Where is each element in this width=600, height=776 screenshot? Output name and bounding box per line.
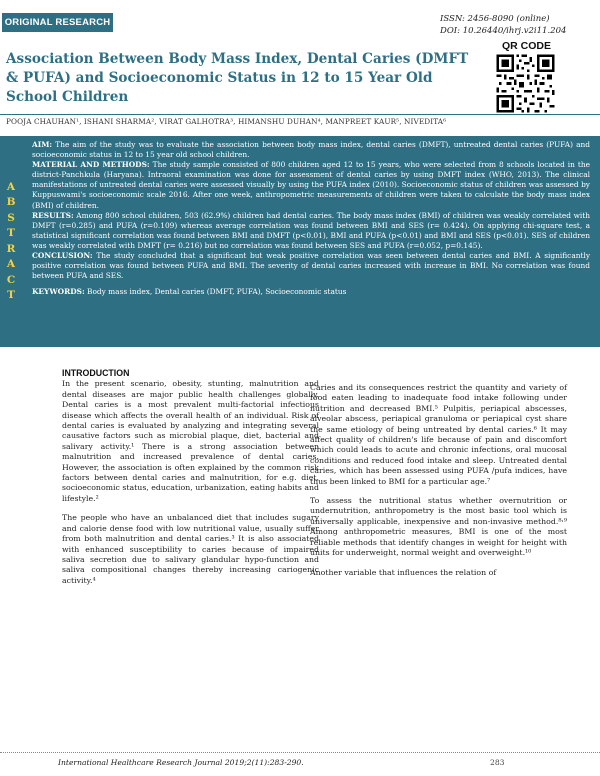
abstract-aim bbox=[32, 140, 590, 160]
page-number: 283 bbox=[490, 758, 505, 767]
body-column-left bbox=[62, 368, 319, 595]
keywords-label: KEYWORDS: bbox=[32, 287, 85, 297]
author-list: POOJA CHAUHAN¹, ISHANI SHARMA², VIRAT GALHOTRA³, HIMANSHU DUHAN⁴, MANPREET KAUR⁵, NIVEDITA⁶ bbox=[6, 117, 447, 126]
abstract-letter: S bbox=[7, 211, 15, 224]
conclusion-label: CONCLUSION: bbox=[32, 251, 93, 261]
abstract-conclusion bbox=[32, 251, 590, 281]
doi-link[interactable]: DOI: 10.26440/ihrj.v2i11.204 bbox=[440, 26, 567, 36]
abstract-keywords bbox=[32, 287, 590, 297]
abstract-text bbox=[22, 136, 592, 297]
abstract-letter: C bbox=[6, 273, 16, 286]
abstract-letter: T bbox=[7, 289, 15, 301]
methods-label: MATERIAL AND METHODS: bbox=[32, 160, 150, 170]
qr-code-label: QR CODE bbox=[502, 40, 552, 52]
article-title: Association Between Body Mass Index, Dental Caries (DMFT & PUFA) and Socioeconomic Status in 12 to 15 Year Old School Children bbox=[6, 51, 469, 105]
body-paragraph: Caries and its consequences restrict the quantity and variety of food eaten leading to inadequate food intake following under nutrition and decreased BMI.⁵ Pulpitis, periapical abscesses, alveolar abscess, periapical granuloma or periapical cyst share the same etiology of being untreated by dental caries.⁶ It may affect quality of children's life because of pain and discomfort which could leads to acute and chronic infections, oral mucosal conditions and reduced food intake and sleep. Untreated dental caries, which has been assessed using PUFA /pufa indices, have thus been linked to BMI for a particular age.⁷ bbox=[310, 383, 567, 486]
introduction-heading: INTRODUCTION bbox=[62, 368, 130, 378]
qr-code-icon[interactable] bbox=[494, 52, 557, 115]
abstract-letter: A bbox=[6, 180, 16, 193]
conclusion-text: The study concluded that a significant but weak positive correlation was seen between dental caries and BMI. A significantly positive correlation was found between PUFA and BMI. The severity of dental caries increased with increase in BMI. No correlation was found between PUFA and SES. bbox=[32, 251, 590, 281]
issn-text: ISSN: 2456-8090 (online) bbox=[440, 14, 550, 24]
abstract-letter: R bbox=[6, 242, 16, 255]
results-label: RESULTS: bbox=[32, 210, 74, 220]
issn-block bbox=[440, 13, 566, 37]
methods-text: The study sample consisted of 800 children aged 12 to 15 years, who were selected from 8 schools located in the district-Panchkula (Haryana). Intraoral examination was done for assessment of dental caries by using DMFT index (WHO, 2013). The clinical manifestations of untreated dental caries were assessed visually by using the PUFA index (2010). Socioeconomic status of children was assessed by Kuppuswami's socioeconomic scale 2016. After one week, anthropometric measurements of children were taken to calculate the body mass index (BMI) of children. bbox=[32, 160, 590, 210]
abstract-letter: B bbox=[6, 196, 16, 208]
abstract-letter: A bbox=[6, 258, 16, 270]
abstract-results bbox=[32, 211, 590, 251]
results-text: Among 800 school children, 503 (62.9%) children had dental caries. The body mass index (BMI) of children was weakly correlated with DMFT (r=0.285) and PUFA (r=0.109) whereas average correlation was found between BMI and SES (r= 0.424). On applying chi-square test, a statistical significant correlation was found between BMI and DMFT (p<0.01), BMI and PUFA (p<0.01) and BMI and SES (p<0.01). SES of children was weakly correlated with DMFT (r= 0.216) but no correlation was found between SES and PUFA (r=0.052, p=0.145). bbox=[32, 210, 590, 250]
abstract-letter: T bbox=[7, 227, 15, 239]
header-divider bbox=[0, 114, 600, 115]
aim-label: AIM: bbox=[32, 140, 53, 149]
aim-text: The aim of the study was to evaluate the association between body mass index, dental caries (DMFT), untreated dental caries (PUFA) and socioeconomic status in 12 to 15 year old school children. bbox=[32, 140, 590, 160]
body-paragraph: Another variable that influences the relation of bbox=[310, 567, 497, 577]
abstract-methods bbox=[32, 160, 590, 210]
keywords-text: Body mass index, Dental caries (DMFT, PUFA), Socioeconomic status bbox=[84, 287, 347, 297]
article-type-badge: ORIGINAL RESEARCH bbox=[2, 13, 113, 32]
body-paragraph: The people who have an unbalanced diet that includes sugary and calorie dense food with low nutritional value, usually suffer from both malnutrition and dental caries.³ It is also associated with enhanced susceptibility to caries because of impaired saliva secretion due to salivary glandular hypo-function and saliva compositional changes thereby increasing cariogenic activity.⁴ bbox=[62, 513, 319, 585]
abstract-side-label bbox=[0, 136, 22, 347]
journal-citation: International Healthcare Research Journal 2019;2(11):283-290. bbox=[58, 758, 304, 767]
body-paragraph: To assess the nutritional status whether overnutrition or undernutrition, anthropometry is the most basic tool which is universally applicable, inexpensive and non-invasive method.⁸˒⁹ Among anthropometric measures, BMI is one of the most reliable methods that identify changes in weight for height with units for underweight, normal weight and overweight.¹⁰ bbox=[310, 496, 567, 558]
footer-divider bbox=[0, 752, 600, 753]
body-column-right bbox=[310, 383, 567, 587]
body-paragraph: In the present scenario, obesity, stunting, malnutrition and dental diseases are major public health challenges globally. Dental caries is a most prevalent multi-factorial infectious disease which affects the overall health of an individual. Risk of dental caries is evaluated by analyzing and integrating several causative factors such as microbial plaque, diet, bacterial and salivary activity.¹ There is a strong association between malnutrition and increased prevalence of dental caries. However, the association is often explained by the common risk factors between dental caries and malnutrition, for e.g. diet, socioeconomic status, education, urbanization, eating habits and lifestyle.² bbox=[62, 379, 319, 503]
